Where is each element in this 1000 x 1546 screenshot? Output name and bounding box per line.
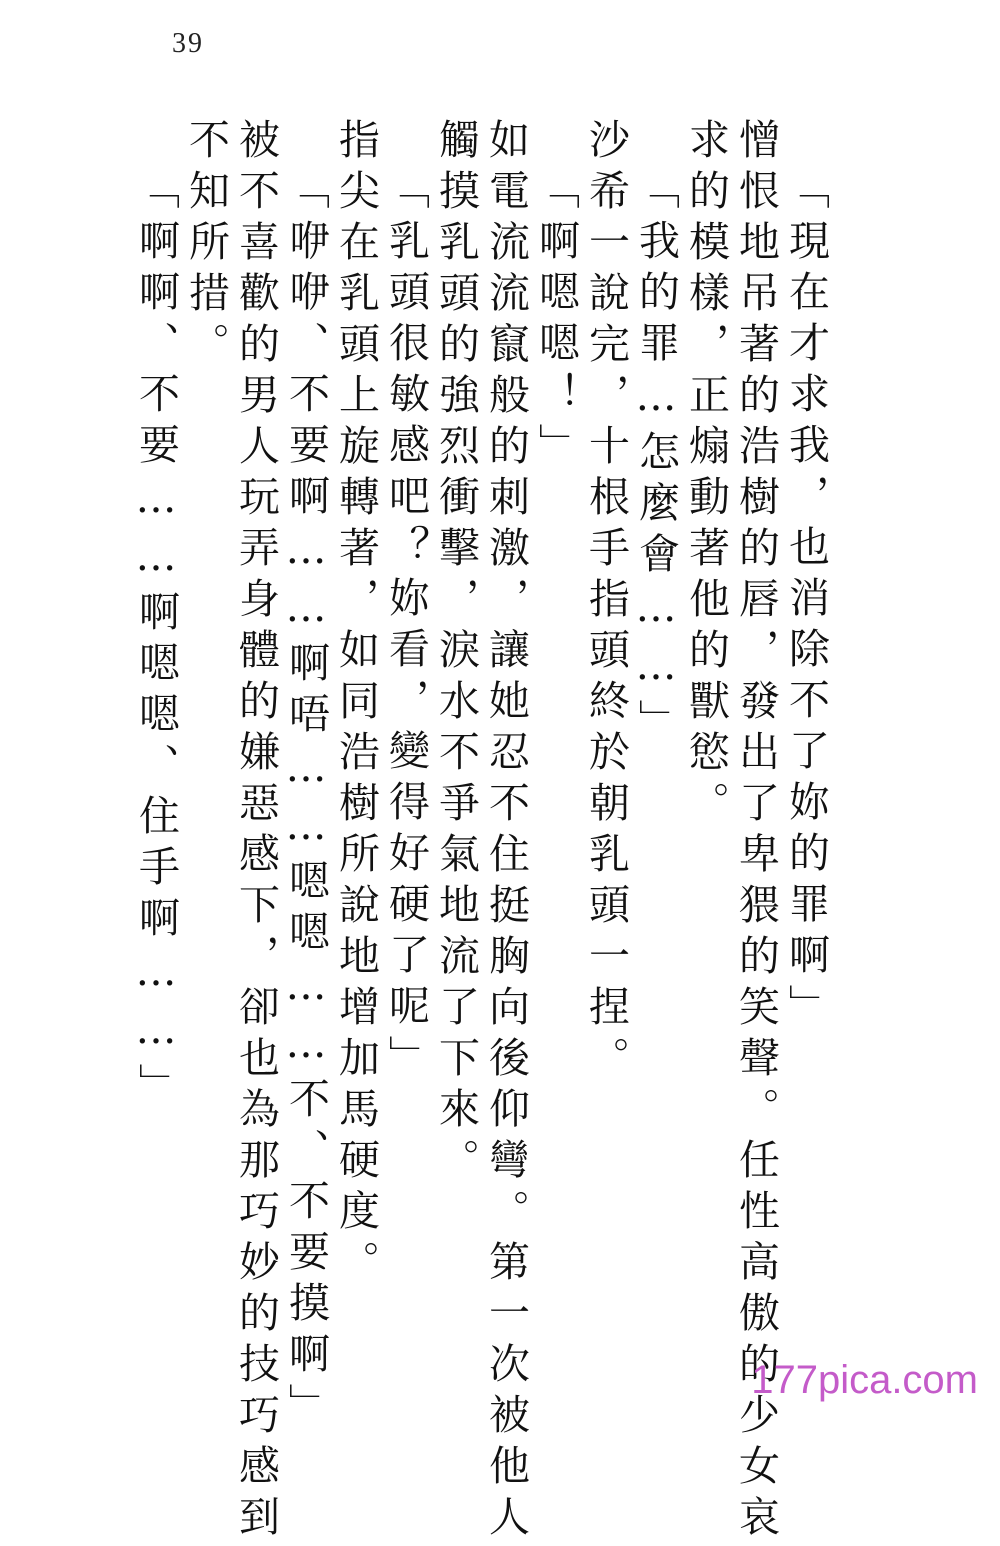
text-column-9: 「乳頭很敏感吧？妳看，變得好硬了呢」 bbox=[382, 168, 430, 1086]
text-column-8: 觸摸乳頭的強烈衝擊，淚水不爭氣地流了下來。 bbox=[432, 118, 480, 1189]
text-column-6: 「啊嗯嗯！」 bbox=[532, 168, 580, 474]
text-column-13: 不知所措。 bbox=[182, 118, 230, 373]
text-column-4: 「我的罪…怎麼會……」 bbox=[632, 168, 680, 750]
text-column-7: 如電流流竄般的刺激，讓她忍不住挺胸向後仰彎。第一次被他人 bbox=[482, 118, 530, 1546]
text-column-10: 指尖在乳頭上旋轉著，如同浩樹所說地增加馬硬度。 bbox=[332, 118, 380, 1291]
text-column-5: 沙希一說完，十根手指頭終於朝乳頭一捏。 bbox=[582, 118, 630, 1087]
text-column-2: 憎恨地吊著的浩樹的唇，發出了卑猥的笑聲。任性高傲的少女哀 bbox=[732, 118, 780, 1546]
text-column-3: 求的模樣，正煽動著他的獸慾。 bbox=[682, 118, 730, 832]
watermark: 177pica.com bbox=[751, 1358, 978, 1402]
text-column-12: 被不喜歡的男人玩弄身體的嫌惡感下，卻也為那巧妙的技巧感到 bbox=[232, 118, 280, 1546]
page-number: 39 bbox=[172, 28, 204, 59]
text-column-1: 「現在才求我，也消除不了妳的罪啊」 bbox=[782, 168, 830, 1035]
text-column-14: 「啊啊、不要……啊嗯嗯、住手啊……」 bbox=[132, 168, 180, 1114]
text-column-11: 「咿咿、不要啊……啊唔……嗯嗯……不、不要摸啊」 bbox=[282, 168, 330, 1434]
